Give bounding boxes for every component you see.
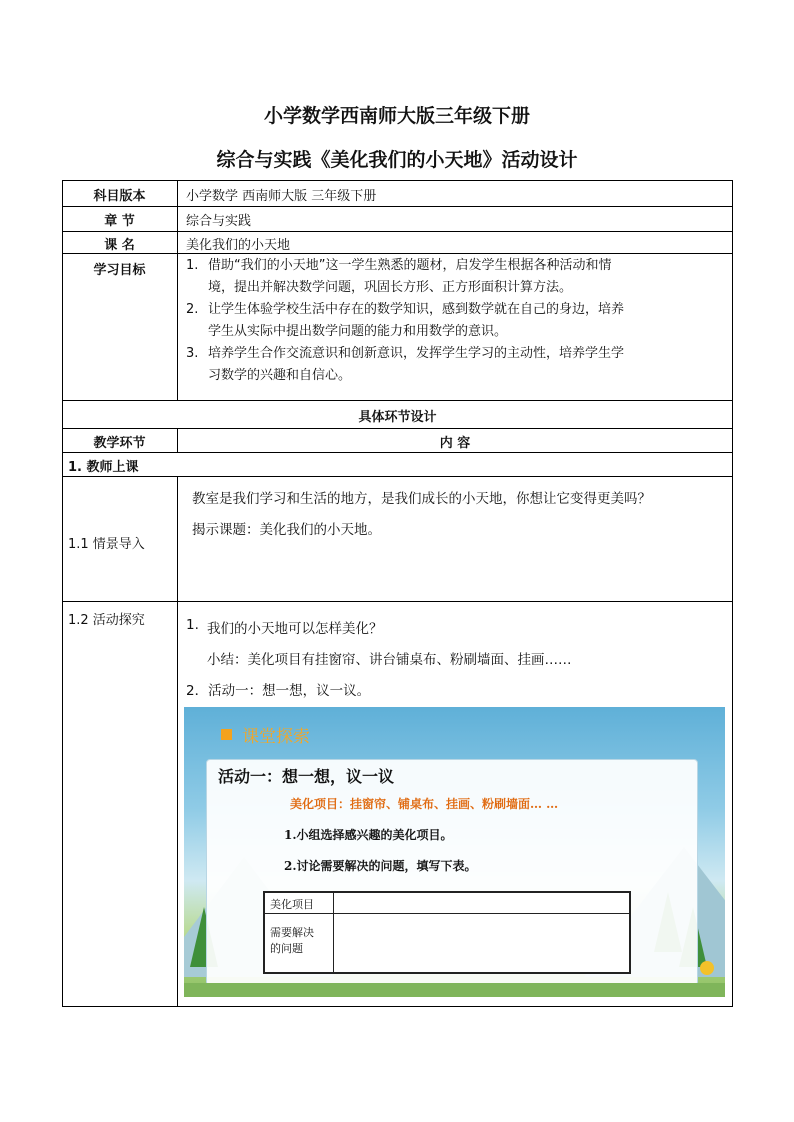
objective-line: 学生从实际中提出数学问题的能力和用数学的意识。 bbox=[208, 324, 508, 339]
slide-table-cell: 美化项目 bbox=[270, 898, 314, 911]
lesson-label: 课 名 bbox=[104, 238, 135, 253]
edition-value: 小学数学 西南师大版 三年级下册 bbox=[186, 189, 377, 204]
objective-line: 培养学生合作交流意识和创新意识，发挥学生学习的主动性，培养学生学 bbox=[208, 346, 625, 361]
paragraph: 教室是我们学习和生活的地方，是我们成长的小天地，你想让它变得更美吗？ bbox=[192, 491, 651, 507]
slide-activity-title: 活动一：想一想，议一议 bbox=[218, 767, 395, 786]
section-title: 1. 教师上课 bbox=[68, 460, 139, 475]
content-column-header: 内 容 bbox=[439, 436, 471, 451]
lesson-value: 美化我们的小天地 bbox=[186, 238, 291, 253]
document-title: 小学数学西南师大版三年级下册 bbox=[263, 105, 530, 127]
slide-image bbox=[184, 707, 725, 997]
slide-table-cell: 需要解决 的问题 bbox=[270, 926, 314, 955]
summary-text: 小结：美化项目有挂窗帘、讲台铺桌布、粉刷墙面、挂画…… bbox=[207, 652, 572, 668]
activity-text: 2．活动一：想一想，议一议。 bbox=[186, 683, 371, 699]
objective-item bbox=[186, 343, 731, 387]
objective-number: 1. bbox=[186, 258, 199, 273]
objective-line: 习数学的兴趣和自信心。 bbox=[208, 368, 352, 383]
slide-table bbox=[263, 891, 631, 974]
objective-line: 让学生体验学校生活中存在的数学知识，感到数学就在自己的身边，培养 bbox=[208, 302, 625, 317]
objective-line: 借助“我们的小天地”这一学生熟悉的题材，启发学生根据各种活动和情 bbox=[208, 258, 612, 273]
stage-column-header: 教学环节 bbox=[93, 436, 146, 451]
objectives-label: 学习目标 bbox=[93, 263, 146, 278]
chapter-value: 综合与实践 bbox=[186, 214, 252, 229]
grass-shape bbox=[184, 983, 725, 997]
subsection-label: 1.2 活动探究 bbox=[68, 613, 145, 628]
subsection-label: 1.1 情景导入 bbox=[68, 537, 145, 552]
slide-header: 课堂探索 bbox=[242, 727, 310, 747]
objective-number: 2. bbox=[186, 302, 199, 317]
question-text: 我们的小天地可以怎样美化？ bbox=[207, 621, 383, 637]
chapter-label: 章 节 bbox=[104, 214, 135, 229]
slide-step: 1.小组选择感兴趣的美化项目。 bbox=[284, 828, 453, 842]
question-number: 1. bbox=[186, 617, 199, 633]
document-subtitle: 综合与实践《美化我们的小天地》活动设计 bbox=[216, 149, 578, 171]
objective-line: 境，提出并解决数学问题，巩固长方形、正方形面积计算方法。 bbox=[208, 280, 573, 295]
objective-number: 3. bbox=[186, 346, 199, 361]
paragraph: 揭示课题：美化我们的小天地。 bbox=[192, 522, 381, 538]
slide-step: 2.讨论需要解决的问题，填写下表。 bbox=[284, 859, 477, 873]
flower-shape bbox=[700, 961, 714, 975]
header-square-icon bbox=[221, 729, 232, 740]
objective-item bbox=[186, 299, 731, 343]
slide-projects: 美化项目：挂窗帘、铺桌布、挂画、粉刷墙面… … bbox=[290, 797, 559, 811]
edition-label: 科目版本 bbox=[93, 189, 146, 204]
objective-item bbox=[186, 255, 731, 299]
design-header: 具体环节设计 bbox=[358, 410, 437, 425]
